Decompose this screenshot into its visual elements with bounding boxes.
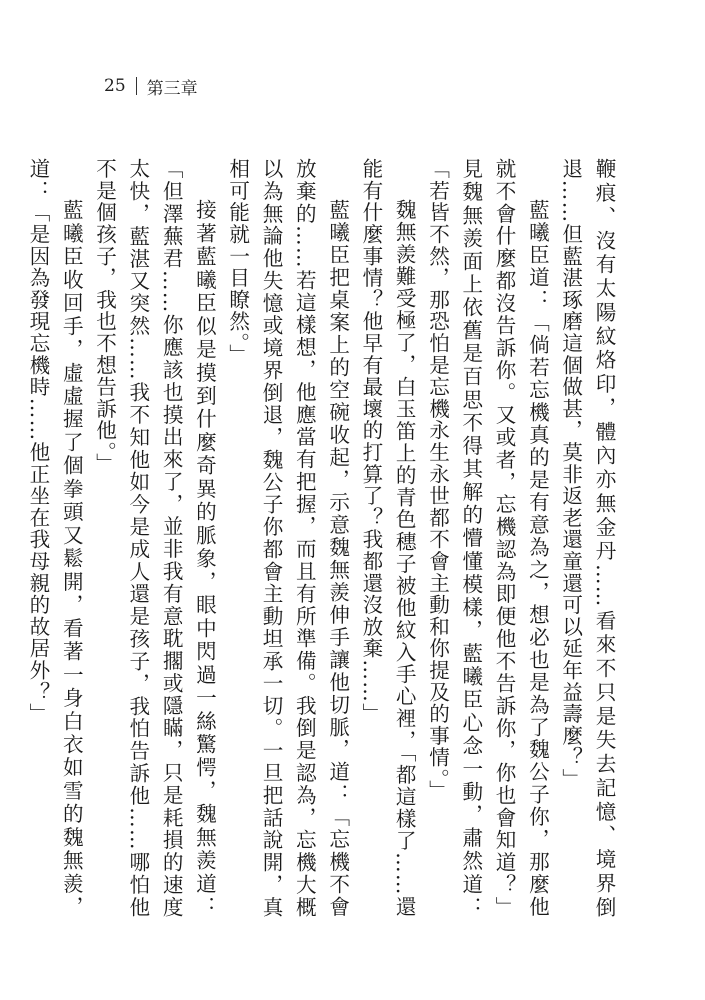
- paragraph: 藍曦臣收回手，虛虛握了個拳頭又鬆開，看著一身白衣如雪的魏無羨，道：「是因為發現忘機時……他正坐在我母親的故居外？」: [25, 158, 84, 918]
- chapter-title: 第三章: [146, 78, 198, 99]
- header-divider: [136, 77, 137, 95]
- paragraph: 藍曦臣把桌案上的空碗收起，示意魏無羨伸手讓他切脈，道：「忘機不會放棄的……若這樣想，他應當有把握，而且有所準備。我倒是認為，忘機大概以為無論他失憶或境界倒退，魏公子你都會主動坦承一切。一旦把話說開，真相可能就一目瞭然。」: [225, 158, 350, 918]
- paragraph: 鞭痕、沒有太陽紋烙印，體內亦無金丹……看來不只是失去記憶、境界倒退……但藍湛琢磨這個做甚，莫非返老還童還可以延年益壽麼？」: [558, 158, 616, 918]
- paragraph: 魏無羨難受極了，白玉笛上的青色穗子被他紋入手心裡，「都這樣了……還能有什麼事情？他早有最壞的打算了？我都還沒放棄……」: [358, 158, 417, 918]
- paragraph: 藍曦臣道：「倘若忘機真的是有意為之，想必也是為了魏公子你，那麼他就不會什麼都沒告訴你。又或者，忘機認為即便他不告訴你，你也會知道？」見魏無羨面上依舊是百思不得其解的懵懂模樣，藍曦臣心念一動，肅然道：「若皆不然，那恐怕是忘機永生永世都不會主動和你提及的事情。」: [425, 158, 550, 918]
- running-head: [104, 72, 198, 100]
- page-number: 25: [104, 76, 126, 96]
- body-text: [25, 158, 620, 918]
- paragraph: 接著藍曦臣似是摸到什麼奇異的脈象，眼中閃過一絲驚愕，魏無羨道：「但澤蕪君……你應該也摸出來了，並非我有意耽擱或隱瞞，只是耗損的速度太快，藍湛又突然……我不知他如今是成人還是孩子，我怕告訴他……哪怕他不是個孩子，我也不想告訴他。」: [92, 158, 217, 918]
